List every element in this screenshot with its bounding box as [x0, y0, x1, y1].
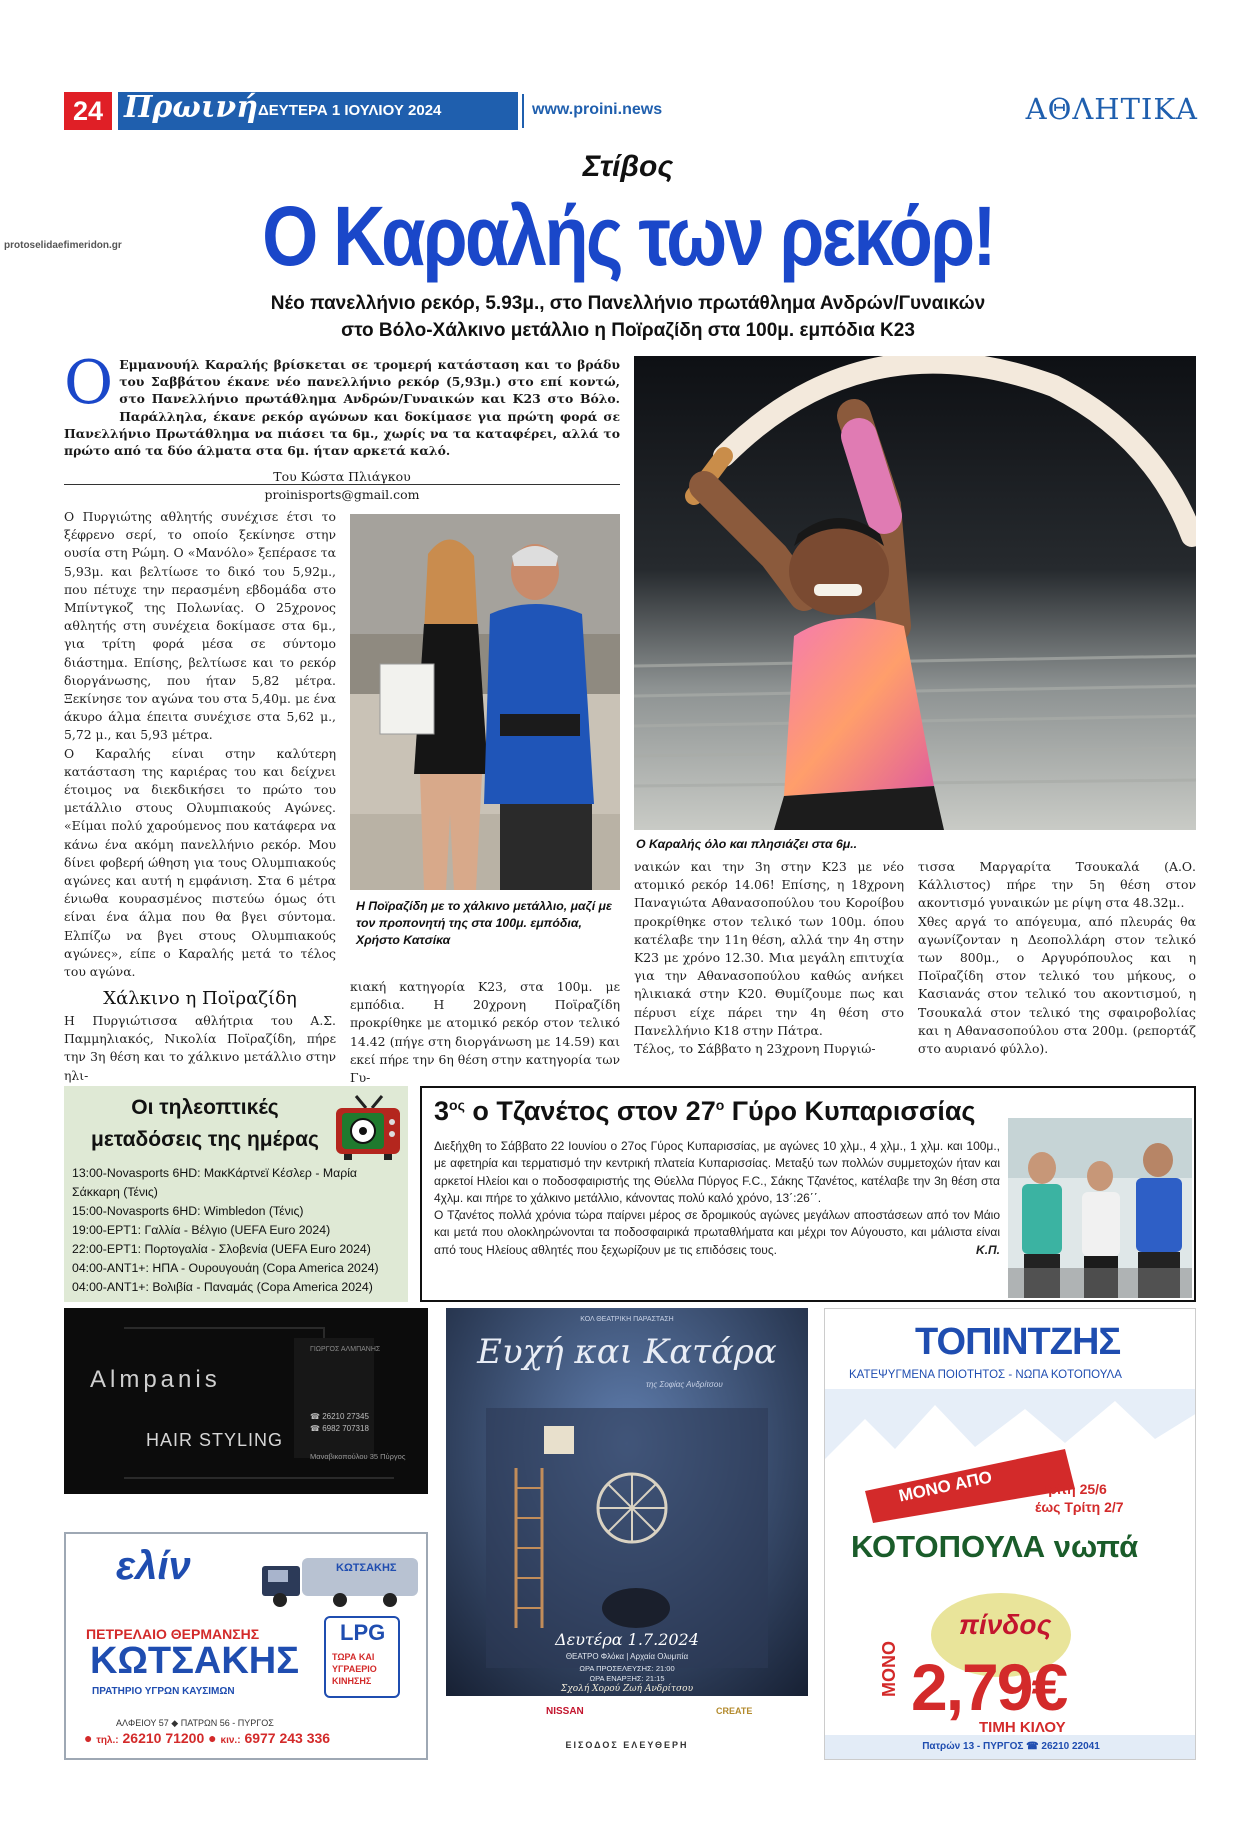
- ad3-sponsor: CREATE: [716, 1706, 753, 1716]
- ad3-sponsor: NISSAN: [546, 1706, 584, 1717]
- column-2: [350, 978, 620, 1087]
- article-kicker: Στίβος: [582, 150, 674, 183]
- article-subtitle: Χάλκινο η Ποϊραζίδη: [103, 988, 297, 1009]
- photo-karalis-pole-vault: [634, 356, 1196, 830]
- title-part: ο Τζανέτος στον 27: [464, 1096, 716, 1126]
- website-link[interactable]: www.proini.news: [532, 101, 663, 118]
- paragraph: Ο Πυργιώτης αθλητής συνέχισε έτσι το ξέφρενο σερί, το οποίο ξεκίνησε στην ουσία στη Ρώμη. Ο «Μανόλο» ξεπέρασε τα 5,93μ. και βελτίωσε το δικό του 5,92μ., που πέτυχε την περασμένη εβδομάδα στο Μπίντγκοζ της Πολωνίας. Ο 25χρονος αθλητής στη συνέχεια δοκίμασε στα 6μ., για τρίτη φορά μέσα σε σύντομο διάστημα. Επίσης, βελτίωσε και το ρεκόρ διοργάνωσης, που ήταν 5,82 μέτρα. Ξεκίνησε τον αγώνα του στα 5,40μ. με ένα άκυρο άλμα έπειτα συνέχισε στα 5,62 μ., 5,72 μ., και 5,93 μέτρα.: [64, 509, 336, 743]
- ad2-tel-label: τηλ.:: [96, 1735, 119, 1746]
- lpg-sub: ΚΙΝΗΣΗΣ: [332, 1676, 372, 1686]
- author-email[interactable]: proinisports@gmail.com: [264, 487, 420, 502]
- masthead: [118, 92, 518, 130]
- byline-rule: [64, 484, 620, 485]
- tv-title-line: μεταδόσεις της ημέρας: [91, 1128, 319, 1151]
- header-divider: [522, 94, 524, 128]
- drop-cap: Ο: [64, 348, 114, 418]
- ad3-entry: ΕΙΣΟΔΟΣ ΕΛΕΥΘΕΡΗ: [565, 1740, 689, 1750]
- paragraph: Τέλος, το Σάββατο η 23χρονη Πυργιώ-: [634, 1041, 876, 1057]
- kyparissia-text: [434, 1138, 1000, 1259]
- tv-schedule-box: [64, 1086, 408, 1302]
- ad2-station: ΠΡΑΤΗΡΙΟ ΥΓΡΩΝ ΚΑΥΣΙΜΩΝ: [92, 1686, 235, 1697]
- ad4-dates: έως Τρίτη 2/7: [1035, 1499, 1124, 1515]
- ad2-address-part: ΑΛΦΕΙΟΥ 57: [116, 1718, 169, 1728]
- article-headline: Ο Καραλής των ρεκόρ!: [262, 189, 994, 283]
- lpg-sub: ΤΩΡΑ ΚΑΙ: [332, 1652, 375, 1662]
- section-title: ΑΘΛΗΤΙΚΑ: [1025, 92, 1198, 126]
- paragraph: Ο Καραλής είναι στην καλύτερη κατάσταση της καριέρας του και δείχνει έτοιμος να διεκδικήσει το πρώτο του μετάλλιο στους Ολυμπιακούς Αγώνες. «Είμαι πολύ χαρούμενος που κατάφερα να κάνω ένα ακόμη πανελλήνιο ρεκόρ. Μου δίνει φοβερή ώθηση για τους Ολυμπιακούς αγώνες και αυτή η εμφάνιση. Στα 6 μέτρα ένιωθα κουρασμένος πιστεύω όμως ότι είναι ένα άλμα που θα βγει σύντομα. Ελπίζω να βγει στους Ολυμπιακούς αγώνες», είπε ο Καραλής μετά το τέλος του αγώνα.: [64, 745, 336, 980]
- lpg-badge: [324, 1616, 400, 1698]
- ad2-truck-label: ΚΩΤΣΑΚΗΣ: [336, 1562, 397, 1574]
- ad3-date: Δευτέρα 1.7.2024: [555, 1630, 699, 1649]
- ad1-phone: ☎ 6982 707318: [310, 1424, 369, 1433]
- subhead-line: στο Βόλο-Χάλκινο μετάλλιο η Ποϊραζίδη στα 100μ. εμπόδια Κ23: [341, 320, 915, 341]
- column-1: [64, 508, 336, 981]
- ad3-school: Σχολή Χορού Ζωή Ανδρίτσου: [560, 1684, 694, 1694]
- tv-schedule-item: 22:00-ΕΡΤ1: Πορτογαλία - Σλοβενία (UEFA Euro 2024): [72, 1242, 371, 1256]
- ad3-time: ΩΡΑ ΠΡΟΣΕΛΕΥΣΗΣ: 21:00: [579, 1664, 675, 1673]
- ad1-brand: Almpanis: [90, 1366, 221, 1393]
- photo-caption-small: Η Ποϊραζίδη με το χάλκινο μετάλλιο, μαζί με τον προπονητή της στα 100μ. εμπόδια, Χρήστο Κατσίκα: [356, 899, 612, 947]
- tv-schedule-title: [70, 1092, 340, 1156]
- page-number: 24: [64, 92, 112, 130]
- ad4-logo: πίνδος: [959, 1609, 1052, 1640]
- lpg-sub: ΥΓΡΑΕΡΙΟ: [332, 1664, 377, 1674]
- paragraph: τισσα Μαργαρίτα Τσουκαλά (Α.Ο. Κάλλιστος) πήρε την 5η θέση στον ακοντισμό γυναικών με ρίψη στα 48.32μ..: [918, 859, 1196, 911]
- ad2-brand: ελίν: [116, 1544, 191, 1588]
- ad1-owner: ΓΙΩΡΓΟΣ ΑΛΜΠΑΝΗΣ: [310, 1346, 381, 1353]
- newspaper-name: Πρωινή: [124, 90, 259, 125]
- paragraph: Διεξήχθη το Σάββατο 22 Ιουνίου ο 27ος Γύρος Κυπαρισσίας, με αγώνες 10 χλμ., 4 χλμ., 1 χλμ. και 100μ., με αφετηρία και τερματισμό την κεντρική πλατεία Κυπαρισσίας. Μεταξύ των πολλών συμμετοχών ήταν και αρκετοί Ηλείοι και ο ποδοσφαιριστής της Θύελλα Πύργος F.C., Σάκης Τζανέτος, κατέλαβε την 3η θέση στα 4χλμ. και πήρε το χάλκινο μετάλλιο, κάνοντας πολύ καλό χρόνο, 13΄:26΄΄.: [434, 1139, 1000, 1205]
- title-part: 3: [434, 1096, 450, 1126]
- ad-kotsakis-fuel: [64, 1532, 428, 1760]
- paragraph: Η Πυργιώτισσα αθλήτρια του Α.Σ. Παμμηλιακός, Νικολία Ποϊραζίδη, πήρε την 3η θέση και το χάλκινο μετάλλιο στην ηλι-: [64, 1013, 336, 1083]
- tv-schedule-item: 04:00-ANT1+: Βολιβία - Παναμάς (Copa America 2024): [72, 1280, 373, 1294]
- ad2-heating-oil: ΠΕΤΡΕΛΑΙΟ ΘΕΡΜΑΝΣΗΣ: [86, 1626, 260, 1642]
- paragraph-text: Ο Τζανέτος πολλά χρόνια τώρα παίρνει μέρος σε δρομικούς αγώνες μεγάλων αποστάσεων από τον Μάιο και μετά που ολοκληρώνονται τα ποδοσφαιρικά πρωταθλήματα και μέχρι τον Αύγουστο, και μάλιστα είναι από τους Ηλείους αθλητές που ξεχωρίζουν με τις επιδόσεις τους.: [434, 1208, 1000, 1257]
- ad1-address: Μαναβικοπούλου 35 Πύργος: [310, 1452, 406, 1461]
- ad1-service: HAIR STYLING: [146, 1430, 284, 1450]
- tv-title-line: Οι τηλεοπτικές: [131, 1096, 279, 1119]
- site-credit: protoselidaefimeridon.gr: [4, 240, 122, 251]
- photo-poirazidi-coach: [350, 514, 620, 890]
- ad2-address-part: ΠΑΤΡΩΝ 56 - ΠΥΡΓΟΣ: [180, 1718, 274, 1728]
- ad4-footer: Πατρών 13 - ΠΥΡΓΟΣ ☎ 26210 22041: [922, 1741, 1100, 1752]
- photo-tzanetos-podium: [1008, 1118, 1192, 1298]
- column-1-continued: [64, 1012, 336, 1085]
- title-sup: ος: [449, 1097, 465, 1113]
- ad3-time: ΩΡΑ ΕΝΑΡΞΗΣ: 21:15: [589, 1674, 665, 1683]
- ad-almpanis-hair-styling: [64, 1308, 428, 1494]
- lead-text: Εμμανουήλ Καραλής βρίσκεται σε τρομερή κατάσταση και το βράδυ του Σαββάτου έκανε νέο πανελλήνιο ρεκόρ (5,93μ.) στο επί κοντώ, στο Πανελλήνιο πρωτάθλημα Ανδρών/Γυναικών και Κ23 στο Βόλο. Παράλληλα, έκανε ρεκόρ αγώνων και δοκίμασε για πρώτη φορά σε Πανελλήνιο Πρωτάθλημα να πιάσει τα 6μ., χωρίς να τα καταφέρει, αλλά το πρώτο από τα δύο άλματα στα 6μ. ήταν αρκετά καλό.: [64, 357, 620, 459]
- tv-schedule-item: 15:00-Novasports 6HD: Wimbledon (Τένις): [72, 1204, 304, 1218]
- ad-topintzis-chicken: [824, 1308, 1196, 1760]
- ad3-top: ΚΟΛ ΘΕΑΤΡΙΚΗ ΠΑΡΑΣΤΑΣΗ: [580, 1316, 674, 1323]
- kyparissia-title: [434, 1096, 975, 1127]
- tv-schedule-item: 04:00-ANT1+: ΗΠΑ - Ουρουγουάη (Copa America 2024): [72, 1261, 379, 1275]
- ad2-address: ΑΛΦΕΙΟΥ 57 ◆ ΠΑΤΡΩΝ 56 - ΠΥΡΓΟΣ: [116, 1718, 274, 1728]
- title-part: Γύρο Κυπαρισσίας: [724, 1096, 976, 1126]
- tv-football-icon: [332, 1094, 404, 1162]
- ad2-tel: 26210 71200: [122, 1730, 205, 1746]
- article-subhead: [200, 290, 1056, 344]
- article-lead: [64, 348, 620, 459]
- ad4-price-unit: ΤΙΜΗ ΚΙΛΟΥ: [979, 1719, 1066, 1736]
- ad4-dates: • Τρίτη 25/6: [1031, 1481, 1107, 1497]
- ad2-phones: ● τηλ.: 26210 71200 ● κιν.: 6977 243 336: [84, 1730, 331, 1746]
- tv-schedule-list: [72, 1164, 404, 1297]
- paragraph: κιακή κατηγορία Κ23, στα 100μ. με εμπόδια. Η 20χρονη Ποϊραζίδη προκρίθηκε με ατομικό ρεκόρ στον τελικό 14.42 (πήγε στη διοργάνωση με 14.59) και εκεί πήρε την 6η θέση στην κατηγορία των Γυ-: [350, 979, 620, 1086]
- tv-schedule-item: 19:00-ΕΡΤ1: Γαλλία - Βέλγιο (UEFA Euro 2024): [72, 1223, 331, 1237]
- ad4-subtitle: ΚΑΤΕΨΥΓΜΕΝΑ ΠΟΙΟΤΗΤΟΣ - ΝΩΠΑ ΚΟΤΟΠΟΥΛΑ: [849, 1369, 1122, 1381]
- ad2-mob-label: κιν.:: [220, 1735, 241, 1746]
- ad4-price-prefix: ΜΟΝΟ: [879, 1641, 899, 1697]
- column-4: [918, 858, 1196, 1058]
- ad3-venue: ΘΕΑΤΡΟ Φλόκα | Αρχαία Ολυμπία: [565, 1652, 689, 1661]
- subhead-line: Νέο πανελλήνιο ρεκόρ, 5.93μ., στο Πανελλήνιο πρωτάθλημα Ανδρών/Γυναικών: [270, 293, 986, 314]
- issue-date: ΔΕΥΤΕΡΑ 1 ΙΟΥΛΙΟΥ 2024: [258, 102, 442, 119]
- paragraph: Χθες αργά το απόγευμα, από πλευράς θα αγωνίζονταν η Δεοπολλάρη στον τελικό των 800μ., ο Αργυρόπουλος και η Ποϊραζίδη στον τελικό του μήκους, ο Κασιανάς στον τελικό του ακοντισμού, η Τσουκαλά στον τελικό της σφαιροβολίας και η Αθανασοπούλου στα 200μ. (ρεπορτάζ στο αυριανό φύλλο).: [918, 913, 1196, 1057]
- ad3-title: Ευχή και Κατάρα: [477, 1332, 777, 1372]
- paragraph: ναικών και την 3η στην Κ23 με νέο ατομικό ρεκόρ 14.06! Επίσης, η 18χρονη Παναγιώτα Αθανασοπούλου του Κοροίβου προκρίθηκε στον τελικό των 100μ. όπου κατέλαβε την 11η θέση, αλλά την 4η στην Κ23 με χρόνο 12.30. Μια μεγάλη επιτυχία για την Αθανασοπούλου καθώς ανήκει ηλικιακά στην Κ20. Θυμίζουμε πως και πέρυσι είχε πάρει την 4η θέση στο Πανελλήνιο Κ18 στην Πάτρα.: [634, 859, 904, 1038]
- ad4-product: ΚΟΤΟΠΟΥΛΑ νωπά: [851, 1529, 1139, 1564]
- byline: Του Κώστα Πλιάγκου: [273, 469, 411, 484]
- ad2-mob: 6977 243 336: [244, 1730, 331, 1746]
- page-header: [64, 92, 1198, 130]
- column-3: [634, 858, 904, 1058]
- ad4-price: 2,79€: [911, 1650, 1067, 1724]
- fuel-truck-icon: [260, 1548, 420, 1608]
- title-sup: ο: [715, 1097, 725, 1113]
- ad4-only-from: ΜΟΝΟ ΑΠΟ: [897, 1467, 994, 1506]
- lpg-label: LPG: [340, 1620, 386, 1645]
- photo-caption-big: Ο Καραλής όλο και πλησιάζει στα 6μ..: [636, 837, 858, 851]
- ad1-phone: ☎ 26210 27345: [310, 1412, 369, 1421]
- tv-schedule-item: 13:00-Novasports 6HD: ΜακΚάρτνεϊ Κέσλερ - Μαρία Σάκκαρη (Τένις): [72, 1166, 358, 1199]
- kyparissia-article-box: [420, 1086, 1196, 1302]
- ad2-name: ΚΩΤΣΑΚΗΣ: [90, 1640, 300, 1682]
- ad4-brand: ΤΟΠΙΝΤΖΗΣ: [915, 1321, 1121, 1363]
- author-initials: Κ.Π.: [976, 1242, 1000, 1257]
- ad-theatre-euchi-kai-katara: [446, 1308, 808, 1760]
- paragraph: [434, 1207, 1000, 1259]
- ad3-author: της Σοφίας Ανδρίτσου: [646, 1380, 723, 1389]
